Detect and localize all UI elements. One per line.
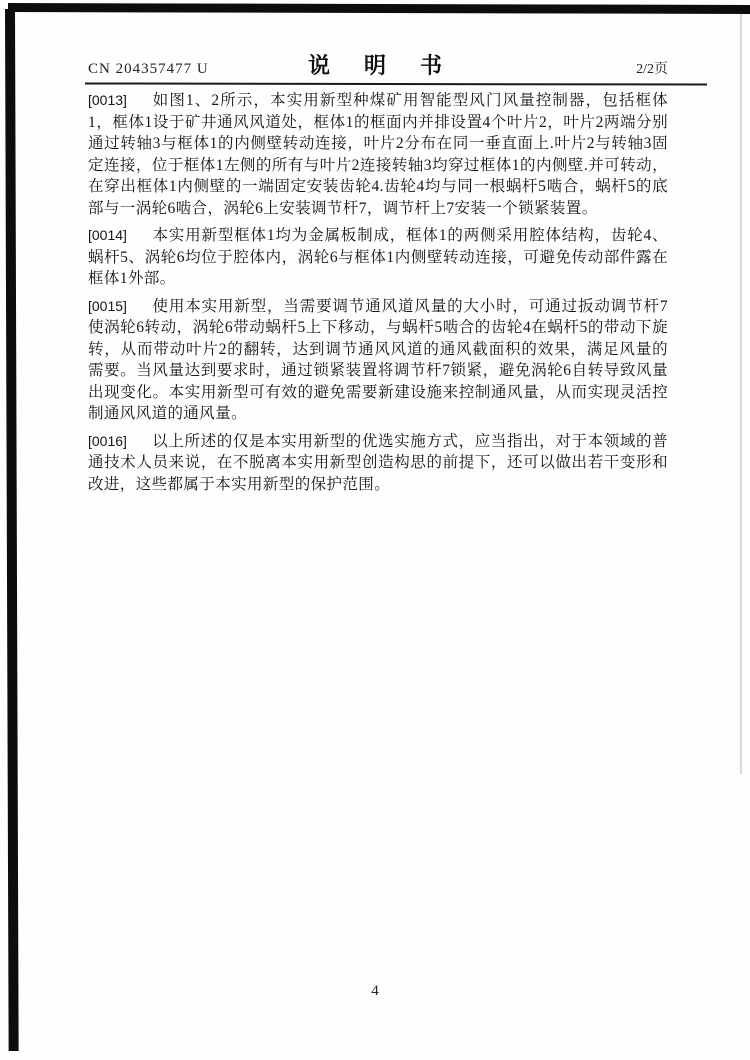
paragraph-text: 以上所述的仅是本实用新型的优选实施方式，应当指出，对于本领域的普通技术人员来说，在不脱离本实用新型创造构思的前提下，还可以做出若干变形和改进，这些都属于本实用新型的保护范围。 — [88, 432, 668, 493]
paragraph-number: [0015] — [88, 297, 127, 314]
page-header — [88, 52, 668, 82]
paragraph-number: [0014] — [88, 227, 127, 243]
specification-paragraph — [88, 431, 668, 496]
scan-border-left — [5, 9, 19, 1051]
paragraph-text: 使用本实用新型，当需要调节通风道风量的大小时，可通过扳动调节杆7使涡轮6转动，涡轮6带动蜗杆5上下移动，与蜗杆5啮合的齿轮4在蜗杆5的带动下旋转，从而带动叶片2的翻转，达到调节通风风道的通风截面积的效果，满足风量的需要。当风量达到要求时，通过锁紧装置将调节杆7锁紧，避免涡轮6自转导致风量出现变化。本实用新型可有效的避免需要新建设施来控制通风量，从而实现灵活控制通风风道的通风量。 — [88, 297, 668, 422]
page-number: 4 — [371, 983, 379, 999]
page-indicator: 2/2页 — [636, 62, 668, 77]
paragraph-text: 本实用新型框体1均为金属板制成，框体1的两侧采用腔体结构，齿轮4、蜗杆5、涡轮6均位于腔体内，涡轮6与框体1内侧壁转动连接，可避免传动部件露在框体1外部。 — [88, 227, 668, 287]
paragraph-number: [0013] — [88, 92, 127, 108]
specification-paragraph — [88, 90, 668, 219]
document-title: 说 明 书 — [307, 53, 449, 78]
specification-paragraph — [88, 296, 668, 425]
header-divider — [85, 82, 707, 85]
paragraph-text: 如图1、2所示，本实用新型种煤矿用智能型风门风量控制器，包括框体1，框体1设于矿井通风风道处，框体1的框面内并排设置4个叶片2，叶片2两端分别通过转轴3与框体1的内侧壁转动连接，叶片2分布在同一垂直面上.叶片2与转轴3固定连接，位于框体1左侧的所有与叶片2连接转轴3均穿过框体1的内侧壁.并可转动，在穿出框体1内侧壁的一端固定安装齿轮4.齿轮4均与同一根蜗杆5啮合，蜗杆5的底部与一涡轮6啮合，涡轮6上安装调节杆7，调节杆上7安装一个锁紧装置。 — [88, 92, 668, 217]
page-footer — [0, 982, 750, 1000]
scan-edge-right — [740, 14, 742, 774]
specification-paragraph — [88, 225, 668, 290]
scan-border-top — [8, 3, 750, 14]
paragraph-number: [0016] — [88, 432, 127, 449]
document-number: CN 204357477 U — [88, 61, 209, 77]
specification-body — [88, 90, 668, 501]
